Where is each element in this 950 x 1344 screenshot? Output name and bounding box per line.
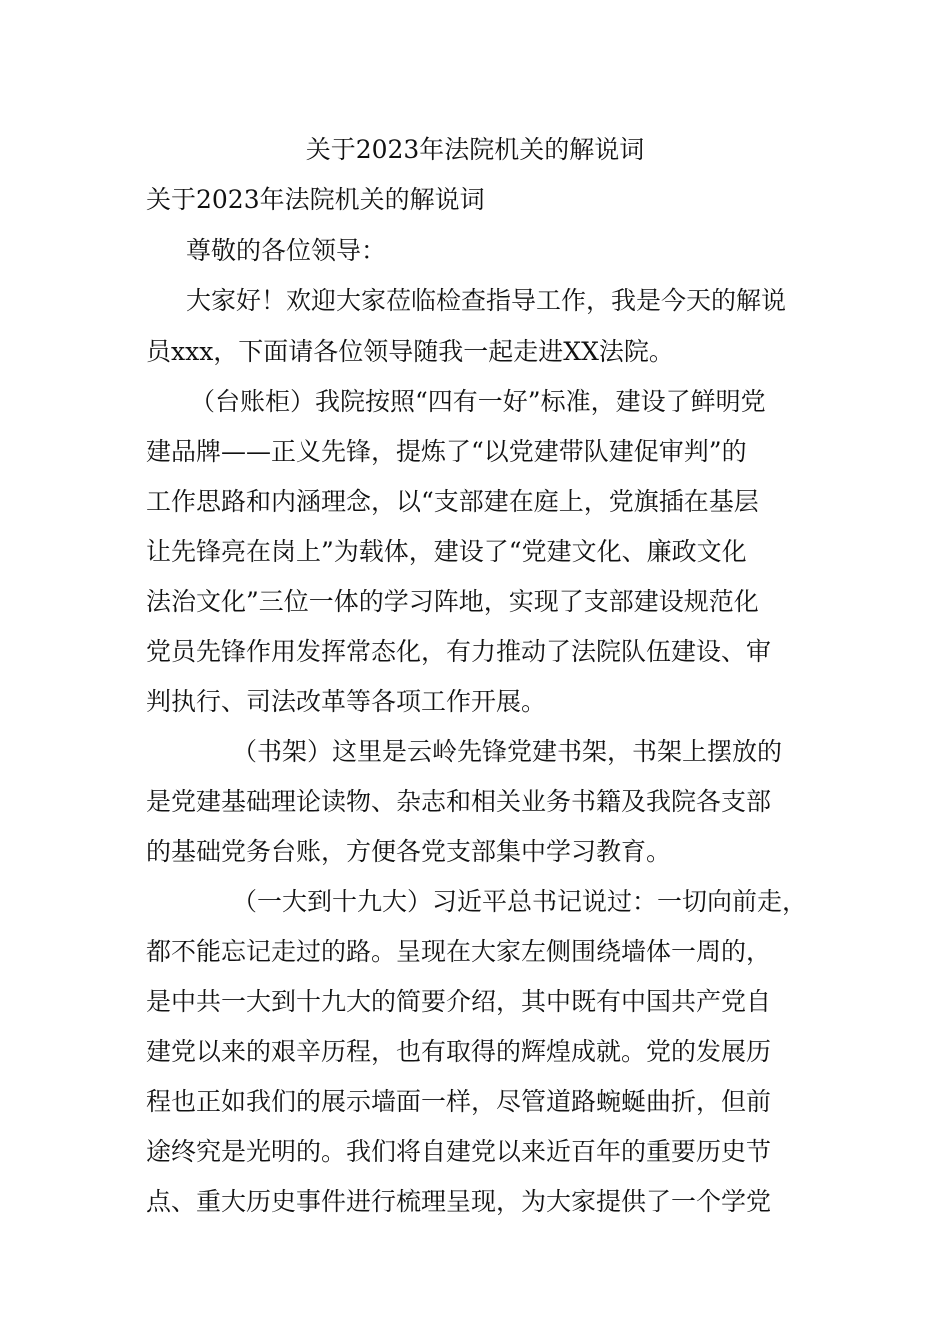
paragraph-line: 工作思路和内涵理念，以“支部建在庭上，党旗插在基层 <box>146 487 759 516</box>
paragraph-line: 大家好！欢迎大家莅临检查指导工作，我是今天的解说 <box>186 286 787 315</box>
document-title: 关于2023年法院机关的解说词 <box>305 135 645 164</box>
paragraph-line: 的基础党务台账，方便各党支部集中学习教育。 <box>146 837 672 866</box>
subtitle-line: 关于2023年法院机关的解说词 <box>146 185 485 214</box>
paragraph-line: 建党以来的艰辛历程，也有取得的辉煌成就。党的发展历 <box>146 1037 772 1066</box>
paragraph-line: 让先锋亮在岗上”为载体，建设了“党建文化、廉政文化 <box>146 537 747 566</box>
paragraph-line: 都不能忘记走过的路。呈现在大家左侧围绕墙体一周的， <box>146 937 772 966</box>
paragraph-line: 是党建基础理论读物、杂志和相关业务书籍及我院各支部 <box>146 787 772 816</box>
paragraph-line: （书架）这里是云岭先锋党建书架，书架上摆放的 <box>232 737 783 766</box>
paragraph-line: （一大到十九大）习近平总书记说过：一切向前走， <box>232 887 808 916</box>
paragraph-line: （台账柜）我院按照“四有一好”标准，建设了鲜明党 <box>190 387 766 416</box>
paragraph-line: 建品牌——正义先锋，提炼了“以党建带队建促审判”的 <box>146 437 747 466</box>
paragraph-line: 途终究是光明的。我们将自建党以来近百年的重要历史节 <box>146 1137 772 1166</box>
paragraph-line: 员xxx，下面请各位领导随我一起走进XX法院。 <box>146 337 674 366</box>
paragraph-line: 程也正如我们的展示墙面一样，尽管道路蜿蜒曲折，但前 <box>146 1087 772 1116</box>
paragraph-line: 判执行、司法改革等各项工作开展。 <box>146 687 547 716</box>
paragraph-line: 是中共一大到十九大的简要介绍，其中既有中国共产党自 <box>146 987 772 1016</box>
paragraph-line: 法治文化”三位一体的学习阵地，实现了支部建设规范化 <box>146 587 759 616</box>
paragraph-line: 点、重大历史事件进行梳理呈现，为大家提供了一个学党 <box>146 1187 772 1216</box>
salutation-line: 尊敬的各位领导： <box>186 236 387 265</box>
paragraph-line: 党员先锋作用发挥常态化，有力推动了法院队伍建设、审 <box>146 637 772 666</box>
